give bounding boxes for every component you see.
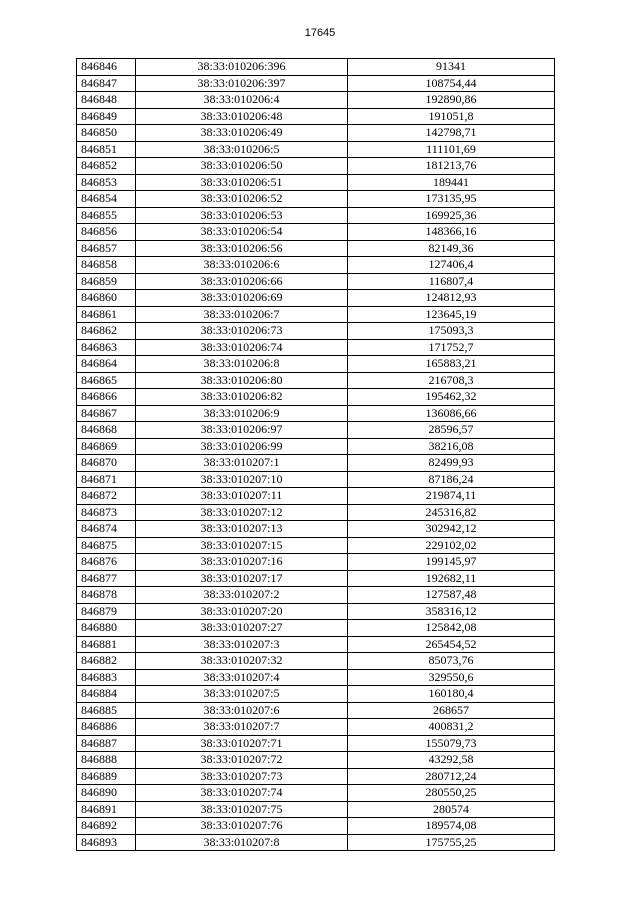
cadastral-value-cell: 302942,12 [348, 521, 555, 538]
cadastral-value-cell: 28596,57 [348, 422, 555, 439]
record-number-cell: 846878 [77, 587, 136, 604]
cadastral-value-cell: 268657 [348, 702, 555, 719]
cadastral-number-cell: 38:33:010206:66 [136, 273, 348, 290]
cadastral-value-cell: 358316,12 [348, 603, 555, 620]
table-row [77, 735, 555, 752]
record-number-cell: 846882 [77, 653, 136, 670]
record-number-cell: 846890 [77, 785, 136, 802]
table-row [77, 455, 555, 472]
table-row [77, 834, 555, 851]
cadastral-number-cell: 38:33:010206:48 [136, 108, 348, 125]
table-row [77, 521, 555, 538]
cadastral-number-cell: 38:33:010207:4 [136, 669, 348, 686]
record-number-cell: 846868 [77, 422, 136, 439]
table-row [77, 488, 555, 505]
record-number-cell: 846857 [77, 240, 136, 257]
table-row [77, 273, 555, 290]
record-number-cell: 846892 [77, 818, 136, 835]
cadastral-number-cell: 38:33:010206:54 [136, 224, 348, 241]
cadastral-value-cell: 38216,08 [348, 438, 555, 455]
cadastral-value-cell: 175755,25 [348, 834, 555, 851]
table-row [77, 702, 555, 719]
table-row [77, 438, 555, 455]
record-number-cell: 846848 [77, 92, 136, 109]
record-number-cell: 846875 [77, 537, 136, 554]
table-row [77, 372, 555, 389]
record-number-cell: 846860 [77, 290, 136, 307]
cadastral-number-cell: 38:33:010207:7 [136, 719, 348, 736]
record-number-cell: 846884 [77, 686, 136, 703]
record-number-cell: 846855 [77, 207, 136, 224]
table-row [77, 257, 555, 274]
cadastral-value-cell: 175093,3 [348, 323, 555, 340]
record-number-cell: 846850 [77, 125, 136, 142]
record-number-cell: 846852 [77, 158, 136, 175]
table-row [77, 554, 555, 571]
table-row [77, 785, 555, 802]
record-number-cell: 846847 [77, 75, 136, 92]
cadastral-number-cell: 38:33:010207:13 [136, 521, 348, 538]
cadastral-value-cell: 91341 [348, 59, 555, 76]
table-row [77, 669, 555, 686]
record-number-cell: 846872 [77, 488, 136, 505]
table-row [77, 570, 555, 587]
cadastral-value-cell: 189441 [348, 174, 555, 191]
record-number-cell: 846866 [77, 389, 136, 406]
table-row [77, 719, 555, 736]
record-number-cell: 846880 [77, 620, 136, 637]
record-number-cell: 846874 [77, 521, 136, 538]
table-row [77, 801, 555, 818]
record-number-cell: 846883 [77, 669, 136, 686]
table-row [77, 339, 555, 356]
record-number-cell: 846853 [77, 174, 136, 191]
cadastral-value-cell: 82149,36 [348, 240, 555, 257]
cadastral-number-cell: 38:33:010206:51 [136, 174, 348, 191]
table-row [77, 356, 555, 373]
table-row [77, 587, 555, 604]
cadastral-value-cell: 280574 [348, 801, 555, 818]
cadastral-value-cell: 127587,48 [348, 587, 555, 604]
cadastral-number-cell: 38:33:010206:8 [136, 356, 348, 373]
cadastral-number-cell: 38:33:010206:52 [136, 191, 348, 208]
cadastral-number-cell: 38:33:010206:56 [136, 240, 348, 257]
cadastral-value-cell: 280712,24 [348, 768, 555, 785]
cadastral-value-cell: 148366,16 [348, 224, 555, 241]
table-row [77, 818, 555, 835]
cadastral-value-cell: 125842,08 [348, 620, 555, 637]
table-row [77, 224, 555, 241]
cadastral-number-cell: 38:33:010207:75 [136, 801, 348, 818]
cadastral-number-cell: 38:33:010207:27 [136, 620, 348, 637]
table-row [77, 537, 555, 554]
cadastral-value-cell: 181213,76 [348, 158, 555, 175]
cadastral-number-cell: 38:33:010206:82 [136, 389, 348, 406]
table-row [77, 207, 555, 224]
table-row [77, 389, 555, 406]
record-number-cell: 846849 [77, 108, 136, 125]
record-number-cell: 846885 [77, 702, 136, 719]
cadastral-number-cell: 38:33:010207:10 [136, 471, 348, 488]
cadastral-number-cell: 38:33:010206:396 [136, 59, 348, 76]
record-number-cell: 846888 [77, 752, 136, 769]
cadastral-value-cell: 192682,11 [348, 570, 555, 587]
cadastral-value-cell: 127406,4 [348, 257, 555, 274]
table-row [77, 405, 555, 422]
cadastral-value-cell: 195462,32 [348, 389, 555, 406]
cadastral-value-cell: 85073,76 [348, 653, 555, 670]
record-number-cell: 846862 [77, 323, 136, 340]
cadastral-value-cell: 192890,86 [348, 92, 555, 109]
cadastral-value-cell: 136086,66 [348, 405, 555, 422]
table-row [77, 75, 555, 92]
record-number-cell: 846859 [77, 273, 136, 290]
cadastral-value-cell: 160180,4 [348, 686, 555, 703]
cadastral-number-cell: 38:33:010206:6 [136, 257, 348, 274]
cadastral-number-cell: 38:33:010207:6 [136, 702, 348, 719]
table-row [77, 290, 555, 307]
record-number-cell: 846881 [77, 636, 136, 653]
cadastral-number-cell: 38:33:010207:76 [136, 818, 348, 835]
cadastral-number-cell: 38:33:010207:12 [136, 504, 348, 521]
record-number-cell: 846889 [77, 768, 136, 785]
cadastral-value-cell: 245316,82 [348, 504, 555, 521]
cadastral-number-cell: 38:33:010207:3 [136, 636, 348, 653]
table-row [77, 108, 555, 125]
cadastral-number-cell: 38:33:010207:32 [136, 653, 348, 670]
table-row [77, 174, 555, 191]
cadastral-value-cell: 124812,93 [348, 290, 555, 307]
record-number-cell: 846870 [77, 455, 136, 472]
table-row [77, 59, 555, 76]
cadastral-number-cell: 38:33:010207:11 [136, 488, 348, 505]
table-row [77, 686, 555, 703]
table-row [77, 768, 555, 785]
cadastral-number-cell: 38:33:010206:74 [136, 339, 348, 356]
cadastral-value-cell: 165883,21 [348, 356, 555, 373]
cadastral-value-cell: 173135,95 [348, 191, 555, 208]
record-number-cell: 846877 [77, 570, 136, 587]
record-number-cell: 846876 [77, 554, 136, 571]
table-body [77, 59, 555, 851]
record-number-cell: 846854 [77, 191, 136, 208]
record-number-cell: 846873 [77, 504, 136, 521]
cadastral-value-cell: 43292,58 [348, 752, 555, 769]
cadastral-number-cell: 38:33:010206:50 [136, 158, 348, 175]
table-row [77, 306, 555, 323]
cadastral-value-cell: 400831,2 [348, 719, 555, 736]
cadastral-number-cell: 38:33:010206:5 [136, 141, 348, 158]
cadastral-number-cell: 38:33:010206:49 [136, 125, 348, 142]
record-number-cell: 846863 [77, 339, 136, 356]
cadastral-number-cell: 38:33:010207:15 [136, 537, 348, 554]
cadastral-number-cell: 38:33:010207:73 [136, 768, 348, 785]
cadastral-value-cell: 116807,4 [348, 273, 555, 290]
cadastral-table [76, 58, 555, 851]
cadastral-value-cell: 108754,44 [348, 75, 555, 92]
cadastral-value-cell: 123645,19 [348, 306, 555, 323]
cadastral-value-cell: 142798,71 [348, 125, 555, 142]
table-row [77, 752, 555, 769]
cadastral-value-cell: 111101,69 [348, 141, 555, 158]
cadastral-number-cell: 38:33:010206:97 [136, 422, 348, 439]
record-number-cell: 846856 [77, 224, 136, 241]
table-row [77, 504, 555, 521]
cadastral-number-cell: 38:33:010207:8 [136, 834, 348, 851]
page-number: 17645 [304, 27, 336, 39]
record-number-cell: 846864 [77, 356, 136, 373]
record-number-cell: 846865 [77, 372, 136, 389]
cadastral-value-cell: 171752,7 [348, 339, 555, 356]
record-number-cell: 846846 [77, 59, 136, 76]
cadastral-number-cell: 38:33:010207:72 [136, 752, 348, 769]
record-number-cell: 846886 [77, 719, 136, 736]
table-row [77, 323, 555, 340]
cadastral-value-cell: 191051,8 [348, 108, 555, 125]
record-number-cell: 846867 [77, 405, 136, 422]
table-row [77, 653, 555, 670]
table-row [77, 240, 555, 257]
table-row [77, 471, 555, 488]
cadastral-value-cell: 189574,08 [348, 818, 555, 835]
cadastral-number-cell: 38:33:010206:73 [136, 323, 348, 340]
cadastral-value-cell: 229102,02 [348, 537, 555, 554]
cadastral-number-cell: 38:33:010207:2 [136, 587, 348, 604]
record-number-cell: 846869 [77, 438, 136, 455]
cadastral-number-cell: 38:33:010207:20 [136, 603, 348, 620]
table-row [77, 422, 555, 439]
table-row [77, 125, 555, 142]
cadastral-number-cell: 38:33:010207:16 [136, 554, 348, 571]
cadastral-value-cell: 82499,93 [348, 455, 555, 472]
table-row [77, 191, 555, 208]
cadastral-number-cell: 38:33:010207:71 [136, 735, 348, 752]
cadastral-value-cell: 169925,36 [348, 207, 555, 224]
table-row [77, 603, 555, 620]
table-row [77, 141, 555, 158]
cadastral-number-cell: 38:33:010206:7 [136, 306, 348, 323]
record-number-cell: 846891 [77, 801, 136, 818]
table-row [77, 92, 555, 109]
cadastral-number-cell: 38:33:010207:74 [136, 785, 348, 802]
cadastral-number-cell: 38:33:010206:9 [136, 405, 348, 422]
cadastral-number-cell: 38:33:010206:53 [136, 207, 348, 224]
record-number-cell: 846887 [77, 735, 136, 752]
cadastral-value-cell: 216708,3 [348, 372, 555, 389]
cadastral-number-cell: 38:33:010206:69 [136, 290, 348, 307]
cadastral-value-cell: 280550,25 [348, 785, 555, 802]
cadastral-number-cell: 38:33:010206:80 [136, 372, 348, 389]
cadastral-value-cell: 265454,52 [348, 636, 555, 653]
cadastral-value-cell: 219874,11 [348, 488, 555, 505]
cadastral-value-cell: 199145,97 [348, 554, 555, 571]
record-number-cell: 846879 [77, 603, 136, 620]
record-number-cell: 846851 [77, 141, 136, 158]
record-number-cell: 846871 [77, 471, 136, 488]
cadastral-value-cell: 329550,6 [348, 669, 555, 686]
cadastral-value-cell: 155079,73 [348, 735, 555, 752]
table-row [77, 636, 555, 653]
cadastral-number-cell: 38:33:010207:17 [136, 570, 348, 587]
cadastral-number-cell: 38:33:010206:99 [136, 438, 348, 455]
table-row [77, 158, 555, 175]
cadastral-value-cell: 87186,24 [348, 471, 555, 488]
record-number-cell: 846893 [77, 834, 136, 851]
cadastral-number-cell: 38:33:010207:5 [136, 686, 348, 703]
record-number-cell: 846858 [77, 257, 136, 274]
cadastral-number-cell: 38:33:010206:397 [136, 75, 348, 92]
record-number-cell: 846861 [77, 306, 136, 323]
cadastral-number-cell: 38:33:010207:1 [136, 455, 348, 472]
cadastral-number-cell: 38:33:010206:4 [136, 92, 348, 109]
table-row [77, 620, 555, 637]
